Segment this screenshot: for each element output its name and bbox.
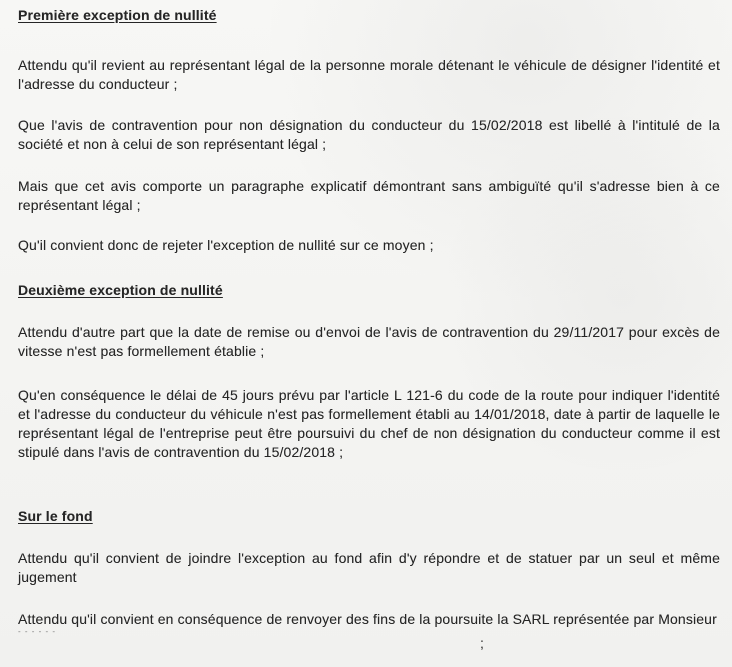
paragraph-merits-2: Attendu qu'il convient en conséquence de renvoyer des fins de la poursuite la SARL représentée par Monsieur	[18, 611, 717, 627]
paragraph-first-exception-3: Mais que cet avis comporte un paragraphe explicatif démontrant sans ambiguïté qu'il s'adresse bien à ce représentant légal ;	[18, 178, 720, 213]
paragraph-second-exception-1: Attendu d'autre part que la date de remise ou d'envoi de l'avis de contravention du 29/11/2017 pour excès de vitesse n'est pas formellement établie ;	[18, 324, 720, 359]
paragraph-first-exception-2: Que l'avis de contravention pour non désignation du conducteur du 15/02/2018 est libellé à l'intitulé de la société et non à celui de son représentant légal ;	[18, 117, 720, 152]
paragraph-first-exception-4: Qu'il convient donc de rejeter l'exception de nullité sur ce moyen ;	[18, 237, 434, 253]
section-heading-first-exception: Première exception de nullité	[18, 7, 217, 23]
paragraph-first-exception-1: Attendu qu'il revient au représentant légal de la personne morale détenant le véhicule de désigner l'identité et l'adresse du conducteur ;	[18, 57, 720, 92]
section-heading-second-exception: Deuxième exception de nullité	[18, 282, 223, 298]
section-heading-merits: Sur le fond	[18, 508, 93, 524]
trailing-semicolon: ;	[480, 635, 484, 651]
paragraph-merits-1: Attendu qu'il convient de joindre l'exception au fond afin d'y répondre et de statuer par un seul et même jugement	[18, 550, 720, 585]
redaction-marks: - - - - - -	[18, 627, 57, 636]
paragraph-second-exception-2: Qu'en conséquence le délai de 45 jours prévu par l'article L 121-6 du code de la route pour indiquer l'identité et l'adresse du conducteur du véhicule n'est pas formellement établi au 14/01/2018, date à partir de laquelle le représentant légal de l'entreprise peut être poursuivi du chef de non désignation du conducteur comme il est stipulé dans l'avis de contravention du 15/02/2018 ;	[18, 387, 720, 460]
